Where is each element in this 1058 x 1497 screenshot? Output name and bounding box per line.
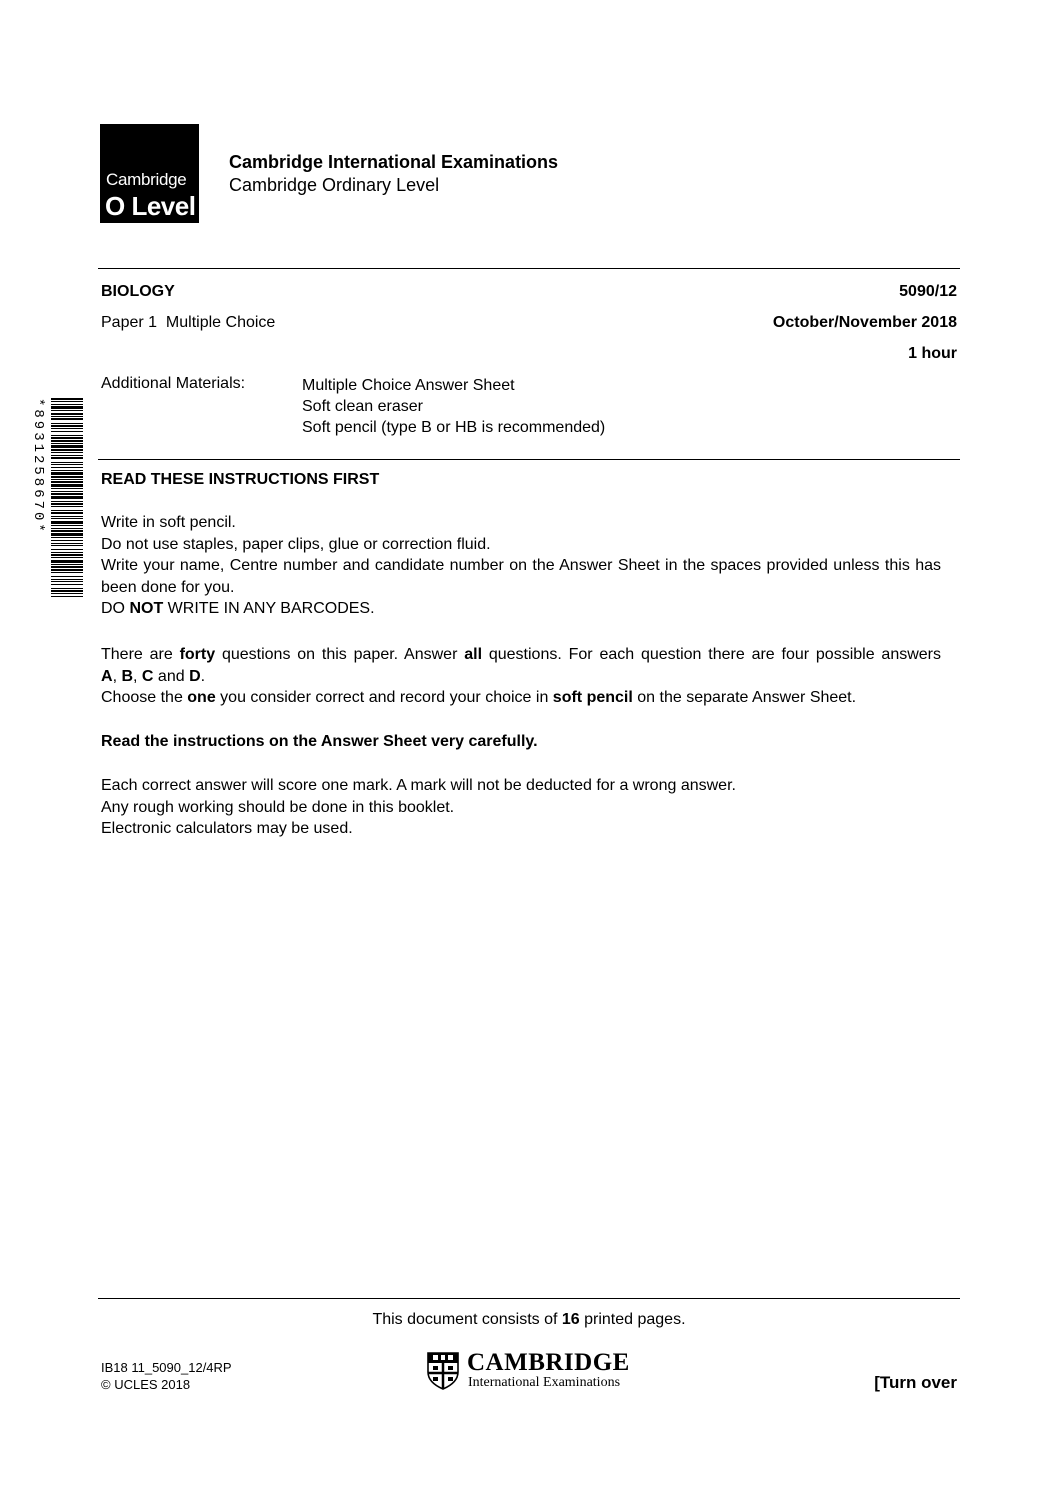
instruction-line: Write your name, Centre number and candidate number on the Answer Sheet in the spaces provided unless this has been done for you. bbox=[101, 557, 941, 596]
copyright: © UCLES 2018 bbox=[101, 1377, 191, 1392]
barcode-bar bbox=[51, 476, 83, 478]
instruction-line: Do not use staples, paper clips, glue or correction fluid. bbox=[101, 535, 491, 553]
barcode-bar bbox=[51, 540, 83, 541]
instruction-line: Each correct answer will score one mark. A mark will not be deducted for a wrong answer. bbox=[101, 777, 736, 794]
barcode-bar bbox=[51, 533, 83, 536]
cambridge-crest-icon bbox=[427, 1352, 459, 1390]
barcode-bar bbox=[51, 506, 83, 507]
barcode-bar bbox=[51, 423, 83, 424]
header-rule-bottom bbox=[98, 459, 960, 460]
barcode-bar bbox=[51, 401, 83, 402]
footer-rule bbox=[98, 1298, 960, 1299]
barcode-bar bbox=[51, 404, 83, 405]
barcode-bar bbox=[51, 484, 83, 487]
barcode-bar bbox=[51, 464, 83, 465]
barcode-bar bbox=[51, 398, 83, 400]
barcode-bar bbox=[51, 491, 83, 492]
instruction-line: Any rough working should be done in this booklet. bbox=[101, 798, 455, 816]
cambridge-o-level-logo bbox=[100, 124, 199, 223]
barcode-bar bbox=[51, 528, 83, 529]
barcode-bar bbox=[51, 440, 83, 442]
barcode-bar bbox=[51, 455, 83, 456]
barcode-bar bbox=[51, 521, 83, 524]
instruction-line: DO NOT WRITE IN ANY BARCODES. bbox=[101, 600, 375, 617]
barcode-bar bbox=[51, 413, 83, 415]
barcode-bar bbox=[51, 425, 83, 427]
barcode-bar bbox=[51, 525, 83, 526]
exam-session: October/November 2018 bbox=[772, 314, 957, 331]
barcode-bar bbox=[51, 503, 83, 505]
page-count: This document consists of 16 printed pages. bbox=[372, 1311, 686, 1328]
barcode-bar bbox=[51, 593, 83, 594]
barcode-bar bbox=[51, 416, 83, 417]
barcode-bar bbox=[51, 590, 83, 592]
barcode-bar bbox=[51, 510, 83, 511]
barcode-bar bbox=[51, 457, 83, 459]
instruction-line: There are forty questions on this paper. Answer all questions. For each question there are four possible answers A, B, C and D. bbox=[101, 646, 946, 685]
barcode-bar bbox=[51, 467, 83, 468]
material-item: Multiple Choice Answer Sheet bbox=[302, 377, 515, 394]
barcode-bar bbox=[51, 512, 83, 514]
barcode-bar bbox=[51, 560, 83, 563]
barcode-bar bbox=[51, 576, 83, 577]
barcode-bar bbox=[51, 493, 83, 495]
barcode-bar bbox=[51, 557, 83, 558]
instruction-line: Choose the one you consider correct and record your choice in soft pencil on the separate Answer Sheet. bbox=[101, 689, 857, 706]
barcode-bar bbox=[51, 572, 83, 573]
barcode-bar bbox=[51, 410, 83, 411]
paper-title: Paper 1 Multiple Choice bbox=[101, 314, 276, 331]
reference-code: IB18 11_5090_12/4RP bbox=[101, 1360, 232, 1375]
barcode-bar bbox=[51, 549, 83, 550]
additional-materials-label: Additional Materials: bbox=[101, 375, 246, 392]
material-item: Soft clean eraser bbox=[302, 398, 423, 415]
instructions-block-2 bbox=[101, 644, 946, 709]
barcode-bar bbox=[51, 552, 83, 553]
additional-materials-list bbox=[302, 375, 605, 438]
material-item: Soft pencil (type B or HB is recommended) bbox=[302, 419, 606, 436]
subject: BIOLOGY bbox=[101, 283, 175, 300]
barcode-bar bbox=[51, 479, 83, 480]
cambridge-wordmark: CAMBRIDGE bbox=[467, 1349, 630, 1376]
barcode-bar bbox=[51, 470, 83, 471]
barcode-bar bbox=[51, 537, 83, 538]
barcode-bar bbox=[51, 437, 83, 439]
barcode-bar bbox=[51, 543, 83, 544]
barcode-bar bbox=[51, 581, 83, 582]
barcode-bar bbox=[51, 588, 83, 589]
barcode-bar bbox=[51, 530, 83, 532]
barcode-icon bbox=[51, 398, 83, 598]
barcode-bar bbox=[51, 564, 83, 565]
barcode-bar bbox=[51, 545, 83, 546]
turn-over: [Turn over bbox=[874, 1373, 957, 1392]
exam-board-name: Cambridge International Examinations bbox=[229, 152, 559, 172]
barcode-bar bbox=[51, 462, 83, 463]
barcode-bar bbox=[51, 428, 83, 429]
barcode-bar bbox=[51, 579, 83, 580]
answer-sheet-instruction: Read the instructions on the Answer Sheet very carefully. bbox=[101, 733, 538, 750]
cambridge-subtitle: International Examinations bbox=[468, 1375, 621, 1390]
barcode-bar bbox=[51, 472, 83, 475]
barcode-bar bbox=[51, 445, 83, 448]
logo-line1: Cambridge bbox=[106, 170, 187, 189]
instructions-block-1 bbox=[101, 512, 941, 620]
barcode-bar bbox=[51, 406, 83, 409]
barcode-bar bbox=[51, 569, 83, 571]
barcode-bar bbox=[51, 496, 83, 499]
instruction-line: Electronic calculators may be used. bbox=[101, 820, 353, 837]
barcode-bar bbox=[51, 488, 83, 489]
barcode-bar bbox=[51, 418, 83, 420]
barcode-bar bbox=[51, 501, 83, 502]
qualification-name: Cambridge Ordinary Level bbox=[229, 175, 440, 195]
instruction-line: Write in soft pencil. bbox=[101, 514, 236, 531]
instructions-block-3 bbox=[101, 775, 941, 840]
barcode-bar bbox=[51, 596, 83, 597]
syllabus-code: 5090/12 bbox=[899, 283, 957, 300]
logo-line2: O Level bbox=[105, 191, 196, 221]
barcode-bar bbox=[51, 443, 83, 444]
barcode-bar bbox=[51, 584, 83, 585]
document-reference bbox=[101, 1359, 232, 1393]
barcode-bar bbox=[51, 449, 83, 451]
barcode-bar bbox=[51, 554, 83, 556]
barcode-bar bbox=[51, 518, 83, 519]
barcode-bar bbox=[51, 435, 83, 436]
exam-duration: 1 hour bbox=[908, 345, 957, 362]
barcode-bar bbox=[51, 481, 83, 483]
instructions-heading: READ THESE INSTRUCTIONS FIRST bbox=[101, 471, 380, 488]
barcode-bar bbox=[51, 452, 83, 453]
header-rule-top bbox=[98, 268, 960, 269]
barcode-number: *8931258670* bbox=[30, 398, 46, 535]
barcode-bar bbox=[51, 431, 83, 432]
barcode-bar bbox=[51, 566, 83, 568]
barcode-bar bbox=[51, 516, 83, 517]
